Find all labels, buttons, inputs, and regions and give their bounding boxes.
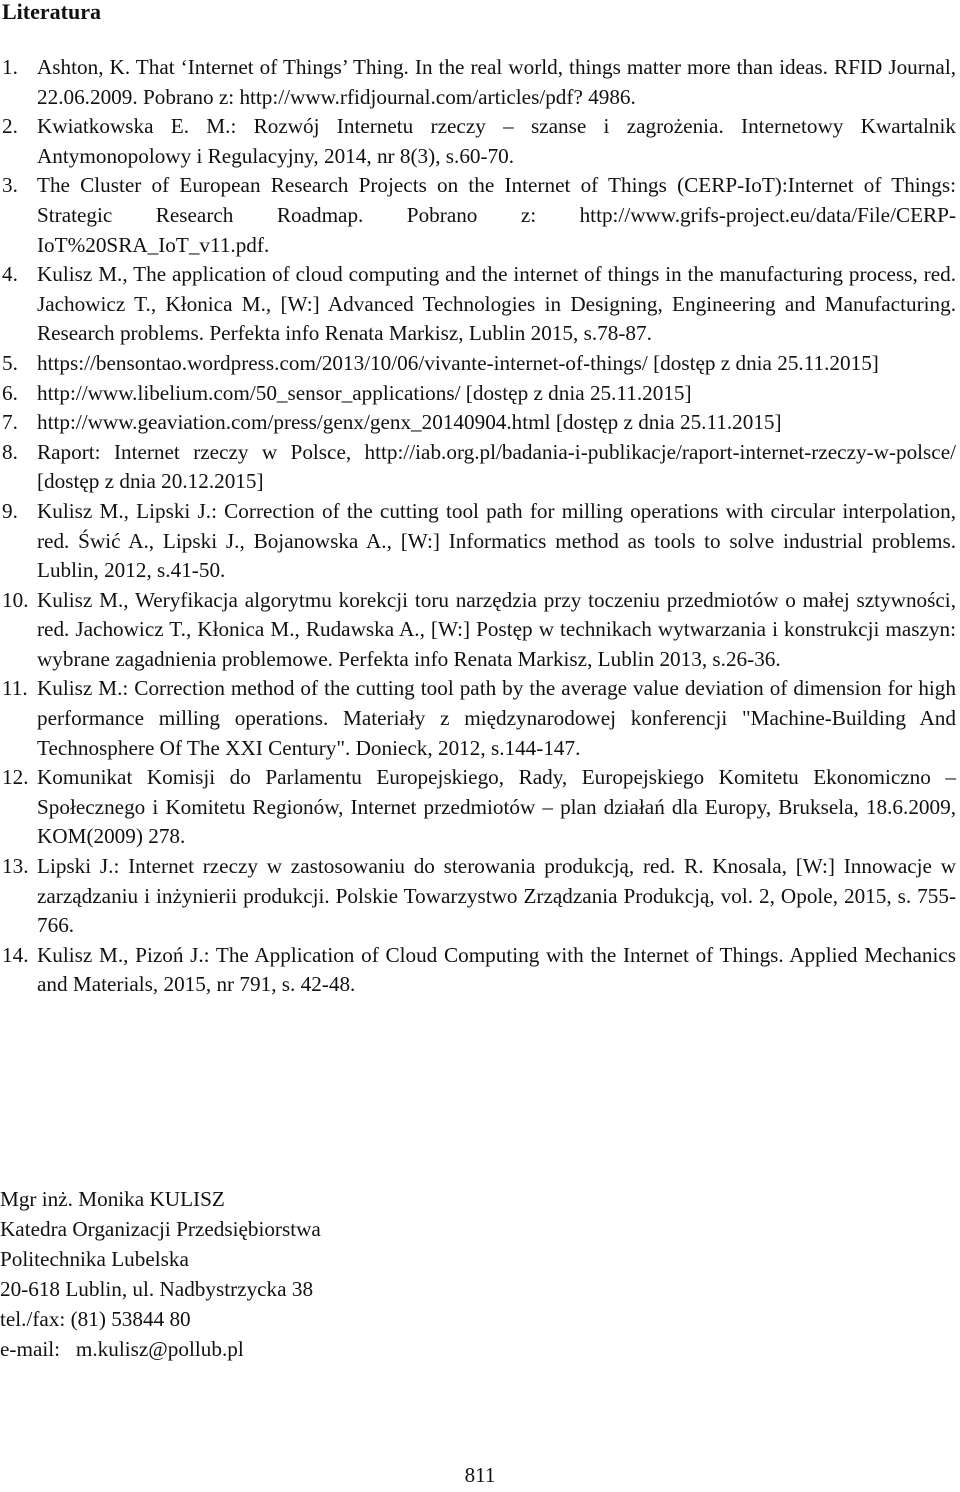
reference-number: 6.	[2, 380, 18, 405]
reference-item	[0, 941, 956, 1000]
author-name: Mgr inż. Monika KULISZ	[0, 1187, 225, 1211]
reference-text: Lipski J.: Internet rzeczy w zastosowaniu do sterowania produkcją, red. R. Knosala, [W:] Innowacje w zarządzaniu i inżynierii produkcji. Polskie Towarzystwo Zrządzania Produkcją, vol. 2, Opole, 2015, s. 755-766.	[37, 854, 956, 938]
reference-item	[0, 497, 956, 586]
reference-text: https://bensontao.wordpress.com/2013/10/06/vivante-internet-of-things/ [dostęp z dnia 25.11.2015]	[37, 350, 879, 375]
reference-number: 3.	[2, 173, 18, 198]
reference-item	[0, 379, 956, 409]
reference-text: Raport: Internet rzeczy w Polsce, http://iab.org.pl/badania-i-publikacje/raport-internet-rzeczy-w-polsce/ [dostęp z dnia 20.12.2015]	[37, 439, 956, 494]
reference-text: Komunikat Komisji do Parlamentu Europejskiego, Rady, Europejskiego Komitetu Ekonomiczno – Społecznego i Komitetu Regionów, Internet przedmiotów – plan działań dla Europy, Bruksela, 18.6.2009, KOM(2009) 278.	[37, 765, 956, 849]
reference-text: http://www.geaviation.com/press/genx/genx_20140904.html [dostęp z dnia 25.11.2015]	[37, 410, 782, 435]
author-department: Katedra Organizacji Przedsiębiorstwa	[0, 1217, 321, 1241]
reference-number: 11.	[2, 676, 28, 701]
reference-item	[0, 852, 956, 941]
reference-item	[0, 763, 956, 852]
reference-number: 9.	[2, 498, 18, 523]
reference-text: http://www.libelium.com/50_sensor_applications/ [dostęp z dnia 25.11.2015]	[37, 380, 692, 405]
reference-item	[0, 112, 956, 171]
reference-number: 10.	[2, 587, 29, 612]
reference-list	[0, 53, 956, 1000]
reference-number: 5.	[2, 350, 18, 375]
reference-number: 13.	[2, 854, 29, 879]
section-heading: Literatura	[2, 0, 101, 24]
reference-text: Ashton, K. That ‘Internet of Things’ Thing. In the real world, things matter more than ideas. RFID Journal, 22.06.2009. Pobrano z: http://www.rfidjournal.com/articles/pdf? 4986.	[37, 55, 956, 109]
reference-number: 1.	[2, 55, 18, 79]
reference-item	[0, 349, 956, 379]
reference-item	[0, 586, 956, 675]
reference-number: 8.	[2, 439, 18, 464]
author-email: e-mail: m.kulisz@pollub.pl	[0, 1337, 244, 1361]
reference-item	[0, 260, 956, 349]
reference-number: 14.	[2, 942, 29, 967]
author-address: 20-618 Lublin, ul. Nadbystrzycka 38	[0, 1277, 314, 1301]
reference-item	[0, 674, 956, 763]
reference-text: Kulisz M., Lipski J.: Correction of the cutting tool path for milling operations with circular interpolation, red. Świć A., Lipski J., Bojanowska A., [W:] Informatics method as tools to solve industrial problems. Lublin, 2012, s.41-50.	[37, 498, 956, 583]
reference-number: 4.	[2, 262, 18, 287]
reference-item	[0, 408, 956, 438]
reference-number: 7.	[2, 410, 18, 435]
reference-item	[0, 53, 956, 112]
reference-text: Kulisz M., The application of cloud computing and the internet of things in the manufacturing process, red. Jachowicz T., Kłonica M., [W:] Advanced Technologies in Designing, Engineering and Manufacturing. Research problems. Perfekta info Renata Markisz, Lublin 2015, s.78-87.	[37, 262, 956, 346]
reference-text: Kwiatkowska E. M.: Rozwój Internetu rzeczy – szanse i zagrożenia. Internetowy Kwartalnik Antymonopolowy i Regulacyjny, 2014, nr 8(3), s.60-70.	[37, 114, 956, 168]
author-university: Politechnika Lubelska	[0, 1247, 189, 1271]
reference-item	[0, 438, 956, 497]
reference-text: Kulisz M., Pizoń J.: The Application of Cloud Computing with the Internet of Things. Applied Mechanics and Materials, 2015, nr 791, s. 42-48.	[37, 942, 956, 997]
reference-text: Kulisz M.: Correction method of the cutting tool path by the average value deviation of dimension for high performance milling operations. Materiały z międzynarodowej konferencji "Machine-Building And Technosphere Of The XXI Century". Donieck, 2012, s.144-147.	[37, 676, 956, 760]
page-number: 811	[464, 1463, 496, 1487]
reference-item	[0, 171, 956, 260]
author-block	[0, 1184, 321, 1364]
author-phone: tel./fax: (81) 53844 80	[0, 1307, 191, 1331]
reference-number: 12.	[2, 765, 29, 790]
reference-number: 2.	[2, 114, 18, 139]
reference-text: Kulisz M., Weryfikacja algorytmu korekcji toru narzędzia przy toczeniu przedmiotów o małej sztywności, red. Jachowicz T., Kłonica M., Rudawska A., [W:] Postęp w technikach wytwarzania i konstrukcji maszyn: wybrane zagadnienia problemowe. Perfekta info Renata Markisz, Lublin 2013, s.26-36.	[37, 587, 956, 671]
reference-text: The Cluster of European Research Projects on the Internet of Things (CERP-IoT):Internet of Things: Strategic Research Roadmap. Pobrano z: http://www.grifs-project.eu/data/File/CERP-IoT%20SRA_IoT_v11.pdf.	[37, 173, 956, 257]
